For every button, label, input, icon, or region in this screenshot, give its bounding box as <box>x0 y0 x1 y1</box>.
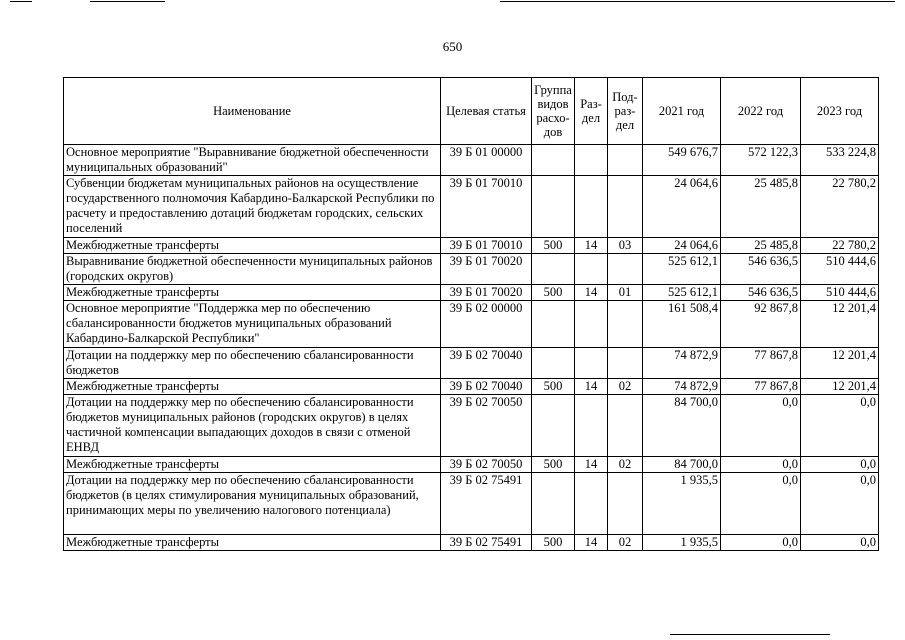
cell-2023: 510 444,6 <box>801 285 879 301</box>
cell-2021: 549 676,7 <box>643 145 721 176</box>
table-row <box>64 395 879 457</box>
table-row <box>64 176 879 238</box>
cell-2023: 12 201,4 <box>801 379 879 395</box>
cell-2023: 533 224,8 <box>801 145 879 176</box>
cell-target: 39 Б 01 70010 <box>441 176 532 238</box>
cell-2021: 24 064,6 <box>643 176 721 238</box>
table-body <box>64 145 879 551</box>
cell-2021: 525 612,1 <box>643 254 721 285</box>
cell-target: 39 Б 02 70050 <box>441 457 532 473</box>
cell-section <box>575 395 608 457</box>
cell-name: Межбюджетные трансферты <box>64 379 441 395</box>
cell-subsection: 01 <box>608 285 643 301</box>
budget-table <box>63 77 879 551</box>
cell-group <box>532 254 575 285</box>
cell-section: 14 <box>575 535 608 551</box>
cell-2022: 546 636,5 <box>721 254 801 285</box>
table-row <box>64 301 879 348</box>
cell-2021: 74 872,9 <box>643 379 721 395</box>
cell-subsection: 03 <box>608 238 643 254</box>
cell-target: 39 Б 02 00000 <box>441 301 532 348</box>
table-row <box>64 457 879 473</box>
cell-subsection <box>608 473 643 535</box>
top-rule-right <box>500 1 895 2</box>
cell-name: Межбюджетные трансферты <box>64 457 441 473</box>
header-group: Группа видов расхо-дов <box>532 78 575 145</box>
table-row <box>64 473 879 535</box>
table-row <box>64 254 879 285</box>
cell-2021: 84 700,0 <box>643 457 721 473</box>
table-row <box>64 379 879 395</box>
cell-group <box>532 473 575 535</box>
header-row <box>64 78 879 145</box>
table-row <box>64 348 879 379</box>
cell-group: 500 <box>532 379 575 395</box>
cell-subsection: 02 <box>608 535 643 551</box>
cell-2021: 1 935,5 <box>643 535 721 551</box>
cell-2021: 84 700,0 <box>643 395 721 457</box>
cell-2023: 22 780,2 <box>801 176 879 238</box>
cell-2022: 0,0 <box>721 457 801 473</box>
cell-2023: 0,0 <box>801 535 879 551</box>
cell-name: Межбюджетные трансферты <box>64 285 441 301</box>
cell-2023: 12 201,4 <box>801 348 879 379</box>
cell-group: 500 <box>532 238 575 254</box>
cell-2021: 1 935,5 <box>643 473 721 535</box>
cell-section: 14 <box>575 379 608 395</box>
cell-name: Межбюджетные трансферты <box>64 535 441 551</box>
cell-name: Основное мероприятие "Поддержка мер по обеспечению сбалансированности бюджетов муниципальных образований Кабардино-Балкарской Республики" <box>64 301 441 348</box>
cell-target: 39 Б 02 75491 <box>441 535 532 551</box>
cell-section <box>575 348 608 379</box>
cell-target: 39 Б 01 70020 <box>441 285 532 301</box>
cell-section: 14 <box>575 285 608 301</box>
cell-2022: 92 867,8 <box>721 301 801 348</box>
cell-target: 39 Б 01 70020 <box>441 254 532 285</box>
header-target: Целевая статья <box>441 78 532 145</box>
table-row <box>64 145 879 176</box>
cell-2022: 546 636,5 <box>721 285 801 301</box>
cell-section <box>575 176 608 238</box>
cell-target: 39 Б 01 00000 <box>441 145 532 176</box>
cell-name: Дотации на поддержку мер по обеспечению сбалансированности бюджетов муниципальных районов (городских округов) в целях частичной компенсации выпадающих доходов в связи с отменой ЕНВД <box>64 395 441 457</box>
cell-2022: 0,0 <box>721 535 801 551</box>
top-rule-left <box>10 1 32 2</box>
cell-2022: 77 867,8 <box>721 379 801 395</box>
table-row <box>64 238 879 254</box>
cell-target: 39 Б 01 70010 <box>441 238 532 254</box>
cell-2023: 0,0 <box>801 473 879 535</box>
cell-target: 39 Б 02 70040 <box>441 348 532 379</box>
cell-group: 500 <box>532 457 575 473</box>
cell-2023: 12 201,4 <box>801 301 879 348</box>
header-name: Наименование <box>64 78 441 145</box>
header-subsection: Под-раз-дел <box>608 78 643 145</box>
cell-section: 14 <box>575 457 608 473</box>
cell-name: Межбюджетные трансферты <box>64 238 441 254</box>
cell-subsection <box>608 301 643 348</box>
cell-2022: 25 485,8 <box>721 238 801 254</box>
cell-2023: 510 444,6 <box>801 254 879 285</box>
cell-2022: 77 867,8 <box>721 348 801 379</box>
cell-name: Субвенции бюджетам муниципальных районов на осуществление государственного полномочия Кабардино-Балкарской Республики по расчету и предоставлению дотаций бюджетам городских, сельских поселений <box>64 176 441 238</box>
cell-2021: 24 064,6 <box>643 238 721 254</box>
cell-group <box>532 395 575 457</box>
cell-2021: 525 612,1 <box>643 285 721 301</box>
cell-subsection <box>608 395 643 457</box>
header-section: Раз-дел <box>575 78 608 145</box>
header-2022: 2022 год <box>721 78 801 145</box>
cell-section: 14 <box>575 238 608 254</box>
cell-2022: 572 122,3 <box>721 145 801 176</box>
cell-2023: 0,0 <box>801 457 879 473</box>
cell-target: 39 Б 02 70040 <box>441 379 532 395</box>
header-2023: 2023 год <box>801 78 879 145</box>
cell-subsection <box>608 145 643 176</box>
page-number: 650 <box>442 39 463 54</box>
cell-subsection: 02 <box>608 379 643 395</box>
cell-group <box>532 145 575 176</box>
top-rule-mid <box>90 1 165 2</box>
cell-group <box>532 301 575 348</box>
cell-group <box>532 348 575 379</box>
cell-name: Основное мероприятие "Выравнивание бюджетной обеспеченности муниципальных образований" <box>64 145 441 176</box>
bottom-rule <box>670 634 830 635</box>
cell-name: Дотации на поддержку мер по обеспечению сбалансированности бюджетов (в целях стимулирования муниципальных образований, принимающих меры по увеличению налогового потенциала) <box>64 473 441 535</box>
cell-2022: 0,0 <box>721 395 801 457</box>
cell-section <box>575 145 608 176</box>
cell-group: 500 <box>532 535 575 551</box>
table-row <box>64 285 879 301</box>
cell-2021: 74 872,9 <box>643 348 721 379</box>
header-2021: 2021 год <box>643 78 721 145</box>
cell-2023: 0,0 <box>801 395 879 457</box>
cell-2022: 0,0 <box>721 473 801 535</box>
cell-2021: 161 508,4 <box>643 301 721 348</box>
cell-2022: 25 485,8 <box>721 176 801 238</box>
cell-group <box>532 176 575 238</box>
cell-subsection <box>608 176 643 238</box>
table-row <box>64 535 879 551</box>
cell-subsection: 02 <box>608 457 643 473</box>
cell-subsection <box>608 348 643 379</box>
cell-section <box>575 301 608 348</box>
cell-subsection <box>608 254 643 285</box>
cell-section <box>575 473 608 535</box>
cell-section <box>575 254 608 285</box>
cell-group: 500 <box>532 285 575 301</box>
cell-2023: 22 780,2 <box>801 238 879 254</box>
cell-target: 39 Б 02 70050 <box>441 395 532 457</box>
cell-name: Дотации на поддержку мер по обеспечению сбалансированности бюджетов <box>64 348 441 379</box>
cell-target: 39 Б 02 75491 <box>441 473 532 535</box>
cell-name: Выравнивание бюджетной обеспеченности муниципальных районов (городских округов) <box>64 254 441 285</box>
